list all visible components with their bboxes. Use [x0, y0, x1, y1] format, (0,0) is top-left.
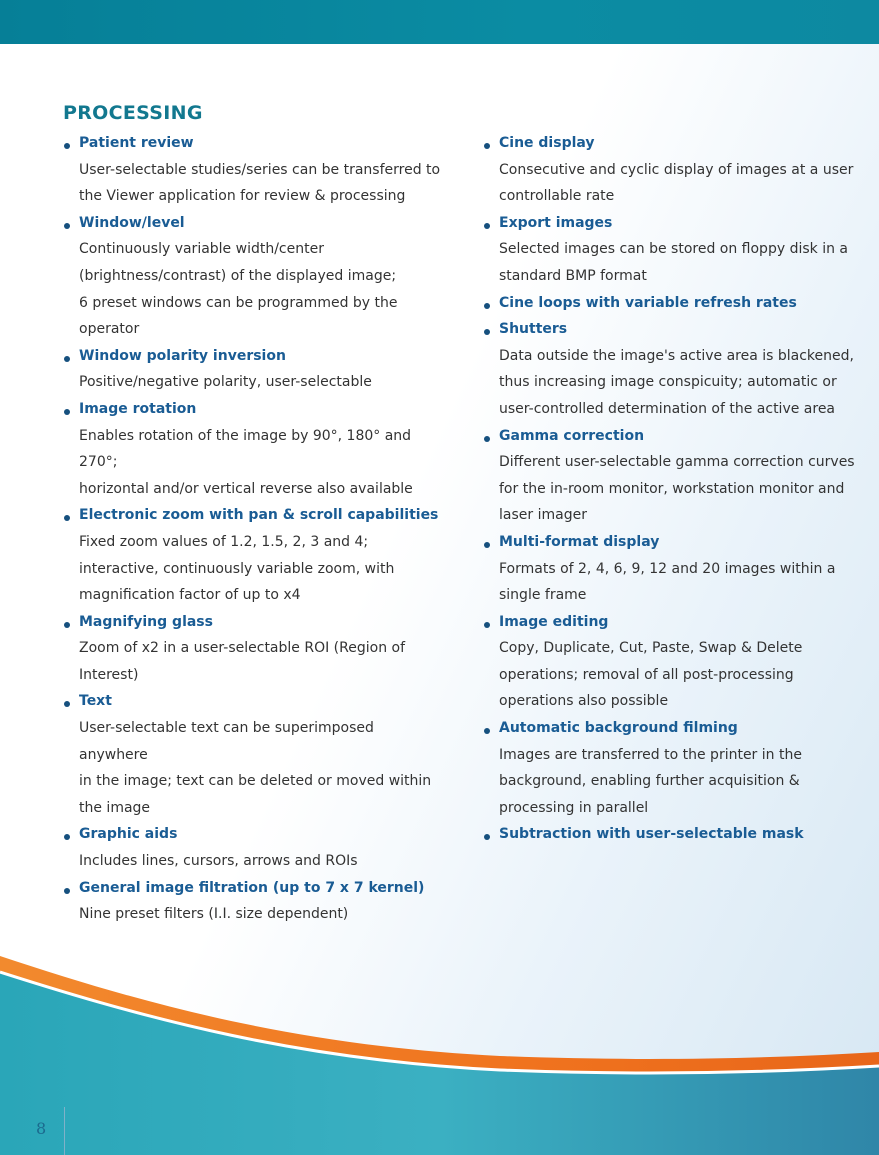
item-description: Formats of 2, 4, 6, 9, 12 and 20 images within a single frame — [499, 560, 836, 604]
item-description: Copy, Duplicate, Cut, Paste, Swap & Delete operations; removal of all post-processing operations also possible — [499, 640, 803, 710]
item-description: User-selectable studies/series can be transferred to the Viewer application for review & processing — [79, 161, 441, 205]
item-title: Automatic background filming — [499, 720, 738, 737]
item-title: General image filtration (up to 7 x 7 kernel) — [79, 879, 425, 896]
item-description: Zoom of x2 in a user-selectable ROI (Region of Interest) — [79, 640, 406, 683]
item-description: Data outside the image's active area is blackened, thus increasing image conspicuity; automatic or user-controlled determination of the active area — [499, 347, 854, 417]
left-column — [63, 130, 443, 928]
list-item — [63, 688, 443, 821]
item-title: Cine display — [499, 135, 595, 151]
page-number-divider — [64, 1107, 65, 1155]
item-description: Continuously variable width/center (brightness/contrast) of the displayed image; 6 preset windows can be programmed by the operator — [79, 241, 398, 338]
list-item — [483, 609, 863, 715]
item-description: Selected images can be stored on floppy disk in a standard BMP format — [499, 241, 848, 284]
item-title: Window/level — [79, 214, 185, 231]
decorative-swoosh — [0, 900, 879, 1155]
list-item — [483, 423, 863, 529]
item-title: Multi-format display — [499, 533, 660, 550]
item-title: Image editing — [499, 613, 609, 630]
item-description: Fixed zoom values of 1.2, 1.5, 2, 3 and 4; interactive, continuously variable zoom, with magnification factor of up to x4 — [79, 533, 395, 604]
item-description: Includes lines, cursors, arrows and ROIs — [79, 853, 358, 870]
list-item — [63, 210, 443, 343]
list-item — [483, 821, 863, 848]
item-description: Enables rotation of the image by 90°, 180° and 270°; horizontal and/or vertical reverse also available — [79, 427, 413, 497]
section-heading: PROCESSING — [63, 102, 203, 124]
list-item — [63, 502, 443, 608]
list-item — [483, 316, 863, 422]
item-title: Text — [79, 693, 112, 710]
item-title: Electronic zoom with pan & scroll capabilities — [79, 507, 439, 524]
page-number: 8 — [36, 1119, 47, 1138]
list-item — [483, 130, 863, 210]
list-item — [483, 210, 863, 290]
item-title: Window polarity inversion — [79, 347, 286, 364]
item-description: User-selectable text can be superimposed anywhere in the image; text can be deleted or moved within the image — [79, 720, 432, 816]
item-description: Different user-selectable gamma correction curves for the in-room monitor, workstation monitor and laser imager — [499, 454, 855, 524]
list-item — [483, 529, 863, 609]
item-description: Images are transferred to the printer in the background, enabling further acquisition & processing in parallel — [499, 746, 802, 816]
list-item — [483, 290, 863, 317]
item-title: Gamma correction — [499, 427, 645, 444]
list-item — [63, 821, 443, 874]
list-item — [63, 609, 443, 689]
item-title: Cine loops with variable refresh rates — [499, 294, 797, 311]
item-title: Subtraction with user-selectable mask — [499, 826, 804, 843]
item-title: Shutters — [499, 321, 568, 338]
list-item — [63, 396, 443, 502]
item-description: Positive/negative polarity, user-selectable — [79, 374, 372, 391]
list-item — [63, 343, 443, 396]
item-description: Consecutive and cyclic display of images at a user controllable rate — [499, 161, 854, 205]
item-title: Patient review — [79, 135, 194, 151]
item-title: Export images — [499, 214, 613, 231]
item-description: Nine preset filters (I.I. size dependent) — [79, 906, 349, 923]
item-title: Image rotation — [79, 400, 197, 417]
item-title: Magnifying glass — [79, 613, 213, 630]
list-item — [483, 715, 863, 821]
item-title: Graphic aids — [79, 826, 178, 843]
list-item — [63, 130, 443, 210]
header-bar — [0, 0, 879, 44]
right-column — [483, 130, 863, 848]
